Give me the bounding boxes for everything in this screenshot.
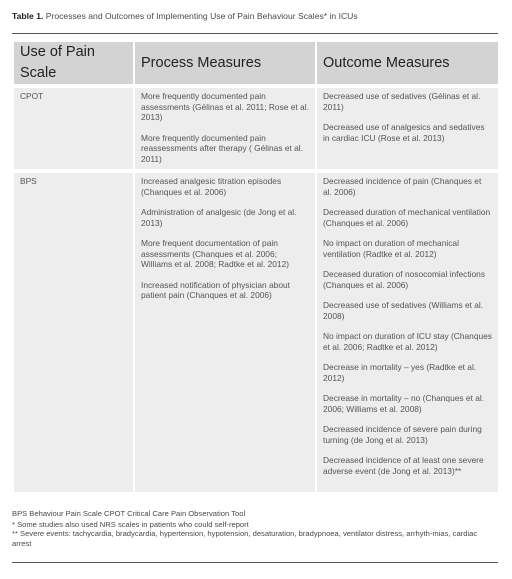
- outcome-item: Decreased use of sedatives (Gélinas et al. 2011): [323, 91, 481, 112]
- pain-scale-table: [12, 42, 500, 492]
- outcome-item: Decrease in mortality – no (Chanques et al. 2006; Williams et al. 2008): [323, 393, 485, 414]
- process-item: Increased analgesic titration episodes (Chanques et al. 2006): [141, 176, 282, 197]
- footnote-single-asterisk: * Some studies also used NRS scales in patients who could self-report: [12, 519, 249, 529]
- top-rule: [12, 33, 498, 34]
- bottom-rule: [12, 562, 498, 563]
- table-caption-label: Table 1.: [12, 11, 44, 21]
- process-item: More frequently documented pain assessments (Gélinas et al. 2011; Rose et al. 2013): [141, 91, 309, 122]
- cell-outcome-bps: [317, 173, 498, 492]
- outcome-item: Deceased duration of nosocomial infections (Chanques et al. 2006): [323, 269, 486, 290]
- header-process-measures: Process Measures: [135, 42, 315, 84]
- cell-process-bps: [135, 173, 315, 492]
- cell-scale-bps: BPS: [14, 173, 133, 492]
- outcome-item: No impact on duration of ICU stay (Chanques et al. 2006; Radtke et al. 2012): [323, 331, 492, 352]
- outcome-item: Decreased incidence of pain (Chanques et al. 2006): [323, 176, 482, 197]
- process-item: Increased notification of physician about patient pain (Chanques et al. 2006): [141, 279, 290, 300]
- cell-outcome-cpot: [317, 88, 498, 169]
- outcome-item: Decrease in mortality – yes (Radtke et al. 2012): [323, 362, 477, 383]
- footnote-double-asterisk: ** Severe events: tachycardia, bradycardia, hypertension, hypotension, desaturation, bradypnoea, ventilator distress, arrhyth-mias, cardiac arrest: [12, 529, 478, 548]
- table-header-row: [14, 42, 498, 84]
- outcome-item: Decreased duration of mechanical ventilation (Chanques et al. 2006): [323, 207, 491, 228]
- outcome-item: Decreased use of analgesics and sedatives in cardiac ICU (Rose et al. 2013): [323, 122, 485, 143]
- table-caption-text: Processes and Outcomes of Implementing Use of Pain Behaviour Scales* in ICUs: [43, 11, 358, 21]
- table-notes: [12, 509, 498, 548]
- process-item: Administration of analgesic (de Jong et al. 2013): [141, 207, 297, 228]
- table-row-bps: [14, 173, 498, 492]
- header-use-of-pain-scale: Use of Pain Scale: [14, 42, 133, 84]
- outcome-item: Decreased incidence of severe pain during turning (de Jong et al. 2013): [323, 424, 482, 445]
- outcome-item: Decreased incidence of at least one severe adverse event (de Jong et al. 2013)**: [323, 455, 484, 476]
- header-outcome-measures: Outcome Measures: [317, 42, 498, 84]
- outcome-item: No impact on duration of mechanical ventilation (Radtke et al. 2012): [323, 238, 459, 259]
- process-item: More frequently documented pain reassessments after therapy ( Gélinas et al. 2011): [141, 132, 303, 164]
- table-row-cpot: [14, 88, 498, 169]
- cell-scale-cpot: CPOT: [14, 88, 133, 169]
- cell-process-cpot: [135, 88, 315, 169]
- outcome-item: Decreased use of sedatives (Williams et al. 2008): [323, 300, 484, 321]
- table-caption: [12, 11, 358, 21]
- process-item: More frequent documentation of pain assessments (Chanques et al. 2006; Williams et al. 2008; Radtke et al. 2012): [141, 238, 290, 269]
- abbreviations-note: BPS Behaviour Pain Scale CPOT Critical Care Pain Observation Tool: [12, 509, 246, 518]
